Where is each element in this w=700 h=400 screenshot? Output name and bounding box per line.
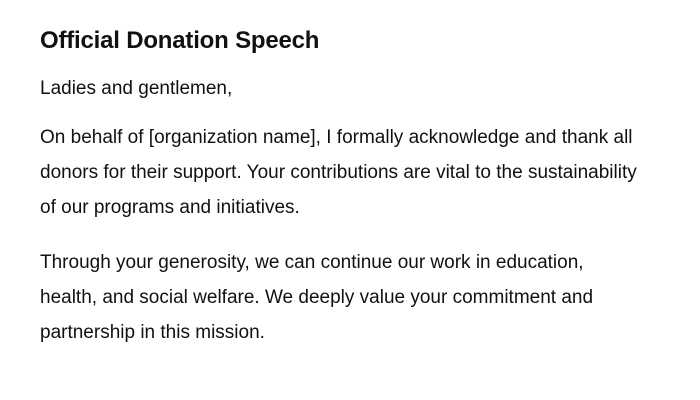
body-paragraph-2: Through your generosity, we can continue our work in education, health, and social welfare. We deeply value your commitment and partnership in this mission. (40, 252, 594, 343)
body-paragraph-1: On behalf of [organization name], I formally acknowledge and thank all donors for their support. Your contributions are vital to the sustainability of our programs and initiatives. (40, 127, 637, 218)
document-page (40, 24, 640, 370)
salutation: Ladies and gentlemen, (40, 78, 233, 99)
document-title: Official Donation Speech (40, 27, 320, 54)
